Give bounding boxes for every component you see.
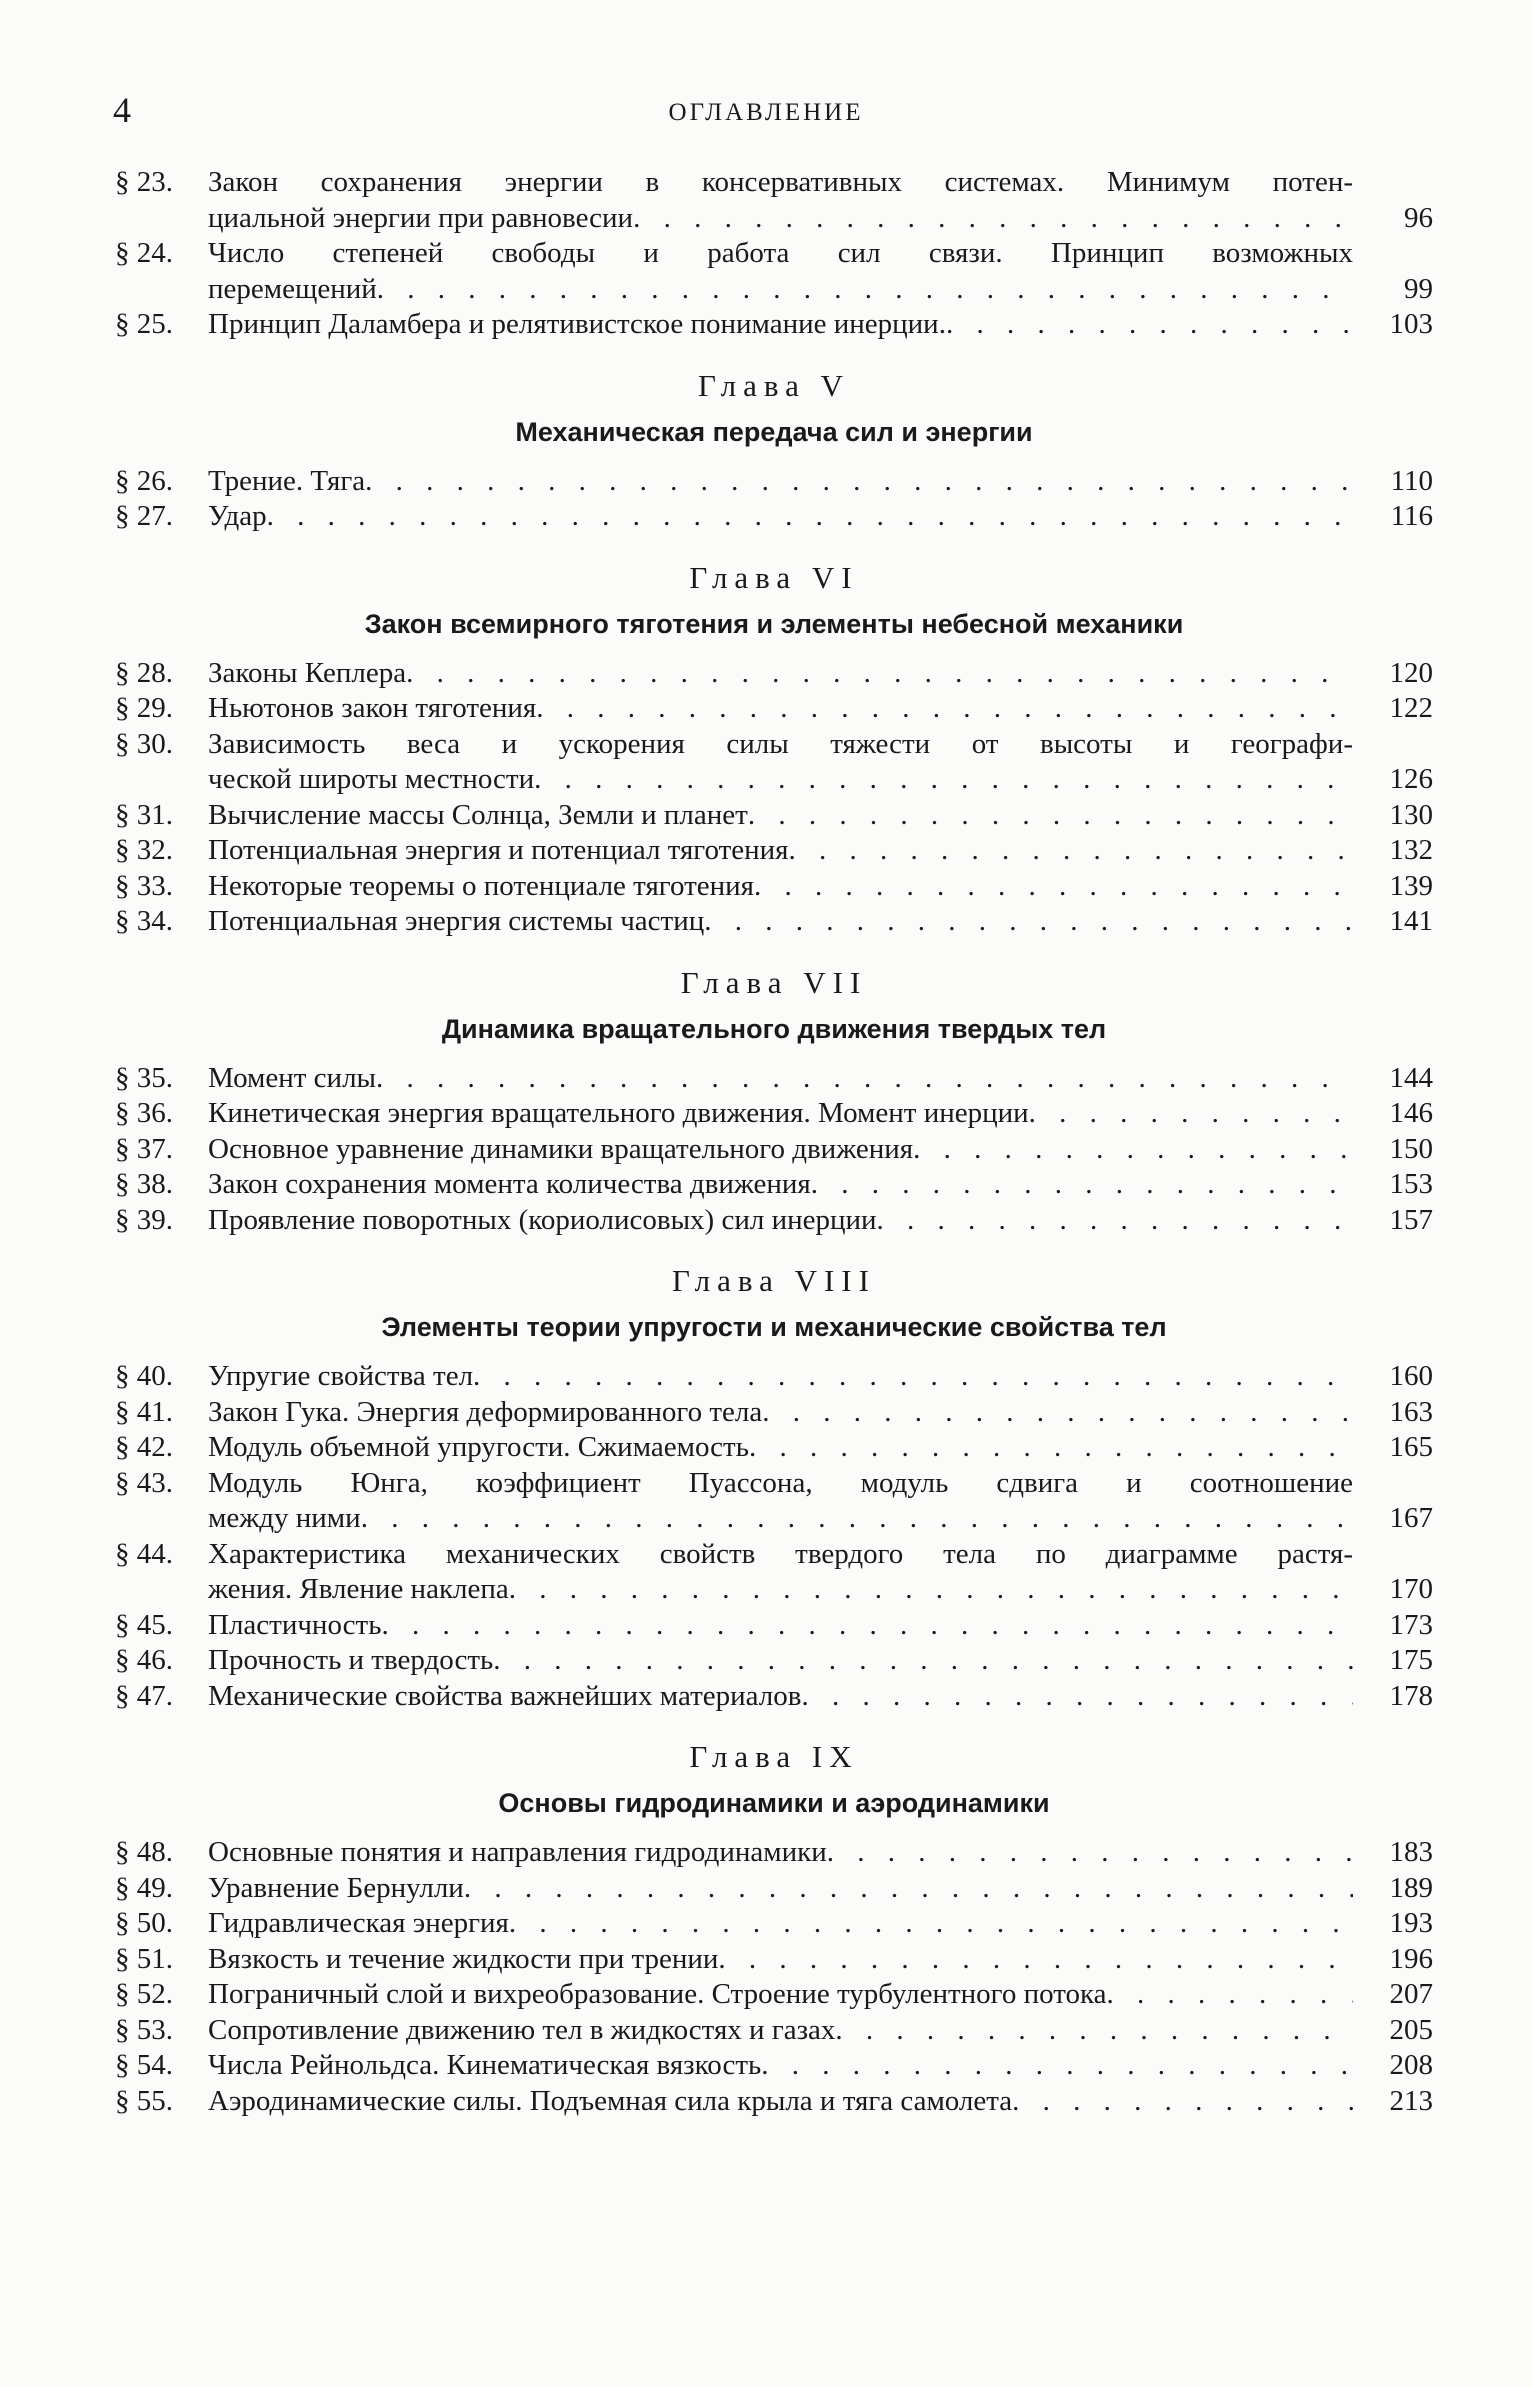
entry-title-text: Сопротивление движению тел в жидкостях и газах	[208, 2013, 836, 2046]
dot-leader	[877, 1203, 1353, 1239]
dot-leader	[365, 464, 1353, 500]
section-number: § 31.	[115, 798, 173, 831]
entry-title-last-line	[208, 1096, 1353, 1132]
section-number: § 33.	[115, 869, 173, 902]
toc-entry	[115, 869, 1433, 905]
entry-title-text: Трение. Тяга	[208, 464, 366, 497]
section-number: § 51.	[115, 1942, 173, 1975]
page-reference: 165	[1389, 1431, 1433, 1463]
entry-title-last-line	[208, 1608, 1353, 1644]
entry-title-last-line	[208, 1167, 1353, 1203]
entry-title-line: Характеристика механических свойств твердого тела по диаграмме растя-	[208, 1537, 1353, 1570]
section-number: § 45.	[115, 1608, 173, 1641]
toc-entry	[115, 165, 1433, 236]
entry-title-last-line	[208, 656, 1353, 692]
toc-entry	[115, 1359, 1433, 1395]
entry-title-last-line	[208, 798, 1353, 834]
section-number: § 41.	[115, 1395, 173, 1428]
section-number: § 55.	[115, 2084, 173, 2117]
dot-leader	[377, 272, 1353, 308]
entry-title-last-line	[208, 833, 1353, 869]
page-reference: 175	[1389, 1644, 1433, 1676]
section-number: § 35.	[115, 1061, 173, 1094]
entry-title	[208, 2048, 1353, 2084]
section-number: § 50.	[115, 1907, 173, 1939]
chapter-title: Закон всемирного тяготения и элементы небесной механики	[364, 608, 1184, 639]
entry-title-text: Пластичность	[208, 1608, 382, 1641]
dot-leader	[801, 1679, 1353, 1715]
page-reference: 103	[1389, 308, 1433, 340]
toc-entry	[115, 499, 1433, 535]
toc-entry	[115, 464, 1433, 500]
toc-entry	[115, 727, 1433, 798]
section-number: § 28.	[115, 656, 173, 689]
page-reference: 153	[1389, 1168, 1433, 1200]
section-number: § 39.	[115, 1203, 173, 1236]
section-number: § 46.	[115, 1644, 173, 1676]
entry-title-text: Основное уравнение динамики вращательного движения	[208, 1132, 914, 1165]
entry-title	[208, 656, 1353, 692]
entry-title-text: Момент силы	[208, 1061, 377, 1094]
entry-title-text: Некоторые теоремы о потенциале тяготения	[208, 869, 755, 902]
entry-title-last-line	[208, 691, 1353, 727]
entry-title-last-line	[208, 2084, 1353, 2120]
toc-entry	[115, 1096, 1433, 1132]
entry-title-text: Прочность и твердость	[208, 1644, 494, 1676]
section-number: § 48.	[115, 1836, 173, 1868]
section-number: § 53.	[115, 2013, 173, 2046]
entry-title	[208, 1906, 1353, 1942]
section-number: § 24.	[115, 237, 173, 269]
page-reference: 157	[1389, 1203, 1433, 1236]
entry-title-text: Аэродинамические силы. Подъемная сила крыла и тяга самолета	[208, 2084, 1013, 2117]
entry-title	[208, 1061, 1353, 1097]
page-reference: 96	[1404, 201, 1433, 234]
section-number: § 32.	[115, 834, 173, 866]
chapter-label: Глава IX	[689, 1739, 859, 1774]
entry-title-text: Гидравлическая энергия	[208, 1907, 509, 1939]
chapter-label: Глава VII	[680, 964, 868, 1000]
toc-entry	[115, 236, 1433, 307]
section-number: § 52.	[115, 1978, 173, 2010]
dot-leader	[762, 1395, 1353, 1431]
entry-title	[208, 691, 1353, 727]
page-reference: 173	[1389, 1608, 1433, 1641]
entry-title-text: Основные понятия и направления гидродинамики	[208, 1836, 827, 1868]
chapter-label: Глава VI	[689, 559, 859, 595]
entry-title-last-line	[208, 762, 1353, 798]
dot-leader	[789, 833, 1353, 869]
entry-title	[208, 1167, 1353, 1203]
dot-leader	[509, 1906, 1353, 1942]
dot-leader	[267, 499, 1353, 535]
toc-entry	[115, 1679, 1433, 1715]
entry-title-last-line	[208, 1835, 1353, 1871]
toc-entry	[115, 1430, 1433, 1466]
entry-title	[208, 1096, 1353, 1132]
entry-title-last-line	[208, 1572, 1353, 1608]
toc-entry	[115, 1395, 1433, 1431]
dot-leader	[381, 1608, 1353, 1644]
entry-title-text: Числа Рейнольдса. Кинематическая вязкость	[208, 2049, 762, 2081]
entry-title-last-line	[208, 1977, 1353, 2013]
entry-title-text: циальной энергии при равновесии	[208, 201, 634, 234]
page-reference: 146	[1389, 1097, 1433, 1129]
page-reference: 141	[1389, 905, 1433, 937]
page-reference: 163	[1389, 1395, 1433, 1428]
entry-title-text: перемещений	[208, 272, 377, 305]
toc-entry	[115, 904, 1433, 940]
entry-title-last-line	[208, 307, 1353, 343]
entry-title-text: Проявление поворотных (кориолисовых) сил инерции	[208, 1203, 877, 1236]
entry-title	[208, 1132, 1353, 1168]
entry-title	[208, 1679, 1353, 1715]
entry-title	[208, 1203, 1353, 1239]
page-reference: 213	[1389, 2084, 1433, 2117]
dot-leader	[633, 201, 1353, 237]
page-reference: 205	[1389, 2013, 1433, 2046]
page-reference: 208	[1389, 2049, 1433, 2081]
dot-leader	[704, 904, 1353, 940]
page-number: 4	[113, 90, 131, 130]
section-number: § 30.	[115, 727, 173, 760]
entry-title	[208, 165, 1353, 236]
entry-title-text: Потенциальная энергия и потенциал тяготения	[208, 834, 789, 866]
section-number: § 40.	[115, 1360, 173, 1392]
section-number: § 49.	[115, 1871, 173, 1904]
entry-title-text: Уравнение Бернулли	[208, 1871, 464, 1904]
page-reference: 167	[1389, 1502, 1433, 1534]
entry-title	[208, 1537, 1353, 1608]
entry-title	[208, 1430, 1353, 1466]
front-entries	[115, 165, 1433, 343]
chapter-title: Элементы теории упругости и механические свойства тел	[381, 1312, 1167, 1342]
entry-title-text: Пограничный слой и вихреобразование. Строение турбулентного потока	[208, 1978, 1107, 2010]
entry-title-last-line	[208, 1203, 1353, 1239]
toc-entry	[115, 798, 1433, 834]
entry-title-last-line	[208, 1942, 1353, 1978]
page-reference: 126	[1389, 763, 1433, 795]
entry-title-text: Закон сохранения момента количества движения	[208, 1168, 811, 1200]
page-reference: 193	[1389, 1907, 1433, 1939]
toc-entry	[115, 1537, 1433, 1608]
dot-leader	[761, 2048, 1353, 2084]
entry-title-text: Принцип Даламбера и релятивистское понимание инерции.	[208, 308, 946, 340]
entry-title	[208, 727, 1353, 798]
entry-title-last-line	[208, 1061, 1353, 1097]
entry-title	[208, 1942, 1353, 1978]
entry-title-last-line	[208, 201, 1353, 237]
entry-title	[208, 1835, 1353, 1871]
section-number: § 27.	[115, 500, 173, 532]
entry-title-text: Ньютонов закон тяготения	[208, 692, 537, 724]
page-reference: 207	[1389, 1978, 1433, 2010]
dot-leader	[811, 1167, 1353, 1203]
toc-entry	[115, 1061, 1433, 1097]
entry-title	[208, 307, 1353, 343]
entry-title-text: Законы Кеплера	[208, 656, 407, 689]
dot-leader	[376, 1061, 1353, 1097]
entry-title-text: Модуль объемной упругости. Сжимаемость	[208, 1431, 749, 1463]
dot-leader	[509, 1572, 1353, 1608]
chapter-section	[115, 963, 1433, 1239]
entry-title	[208, 869, 1353, 905]
toc-entry	[115, 1643, 1433, 1679]
section-number: § 43.	[115, 1466, 173, 1499]
page-reference: 110	[1390, 464, 1433, 497]
section-number: § 34.	[115, 905, 173, 937]
page-reference: 132	[1389, 834, 1433, 866]
entry-title-last-line	[208, 1132, 1353, 1168]
page-reference: 139	[1389, 869, 1433, 902]
dot-leader	[827, 1835, 1353, 1871]
entry-title-last-line	[208, 2013, 1353, 2049]
page-reference: 183	[1389, 1836, 1433, 1868]
entry-title	[208, 1977, 1353, 2013]
entry-title-last-line	[208, 1501, 1353, 1537]
dot-leader	[1012, 2084, 1353, 2120]
entry-title	[208, 1643, 1353, 1679]
dot-leader	[754, 869, 1353, 905]
dot-leader	[406, 656, 1353, 692]
toc-entry	[115, 2084, 1433, 2120]
entry-title-last-line	[208, 272, 1353, 308]
entry-title	[208, 1466, 1353, 1537]
entry-title-text: ческой широты местности	[208, 763, 535, 795]
dot-leader	[473, 1359, 1353, 1395]
toc-entry	[115, 1608, 1433, 1644]
toc-entry	[115, 1132, 1433, 1168]
section-number: § 44.	[115, 1537, 173, 1570]
dot-leader	[464, 1871, 1353, 1907]
toc-entry	[115, 2048, 1433, 2084]
entry-title-line: Зависимость веса и ускорения силы тяжести от высоты и географи-	[208, 727, 1353, 760]
section-number: § 37.	[115, 1132, 173, 1165]
entry-title-last-line	[208, 1871, 1353, 1907]
toc-entry	[115, 833, 1433, 869]
entry-title	[208, 1359, 1353, 1395]
entry-title-text: Вычисление массы Солнца, Земли и планет	[208, 798, 748, 831]
section-number: § 54.	[115, 2049, 173, 2081]
dot-leader	[749, 1430, 1353, 1466]
dot-leader	[1029, 1096, 1353, 1132]
page-reference: 144	[1389, 1061, 1433, 1094]
page-reference: 160	[1389, 1360, 1433, 1392]
dot-leader	[913, 1132, 1353, 1168]
toc-entry	[115, 1167, 1433, 1203]
toc-entry	[115, 1871, 1433, 1907]
toc-entry	[115, 1835, 1433, 1871]
dot-leader	[1107, 1977, 1353, 2013]
page-reference: 170	[1389, 1573, 1433, 1605]
page-reference: 120	[1389, 656, 1433, 689]
page-reference: 189	[1389, 1871, 1433, 1904]
entry-title-text: Кинетическая энергия вращательного движения. Момент инерции	[208, 1097, 1029, 1129]
entry-title	[208, 904, 1353, 940]
dot-leader	[748, 798, 1353, 834]
entry-title	[208, 499, 1353, 535]
section-number: § 47.	[115, 1679, 173, 1712]
chapter-label: Глава V	[698, 367, 850, 403]
chapter-title: Динамика вращательного движения твердых тел	[441, 1013, 1107, 1044]
entry-title	[208, 2084, 1353, 2120]
toc-entry	[115, 1466, 1433, 1537]
entry-title	[208, 798, 1353, 834]
page-reference: 196	[1389, 1942, 1433, 1975]
page-reference: 150	[1389, 1132, 1433, 1165]
dot-leader	[493, 1643, 1353, 1679]
page-reference: 116	[1390, 500, 1433, 532]
entry-title-last-line	[208, 1906, 1353, 1942]
entry-title-text: Удар	[208, 500, 267, 532]
toc-entry	[115, 691, 1433, 727]
entry-title	[208, 2013, 1353, 2049]
page-reference: 122	[1389, 692, 1433, 724]
section-number: § 29.	[115, 692, 173, 724]
section-number: § 23.	[115, 166, 173, 198]
entry-title-last-line	[208, 1679, 1353, 1715]
entry-title-text: между ними	[208, 1502, 361, 1534]
entry-title-last-line	[208, 464, 1353, 500]
dot-leader	[946, 307, 1353, 343]
section-number: § 36.	[115, 1097, 173, 1129]
dot-leader	[835, 2013, 1353, 2049]
entry-title-text: жения. Явление наклепа	[208, 1573, 509, 1605]
entry-title-last-line	[208, 869, 1353, 905]
page-reference: 178	[1389, 1679, 1433, 1712]
entry-title-line: Число степеней свободы и работа сил связи. Принцип возможных	[208, 237, 1353, 269]
dot-leader	[718, 1942, 1353, 1978]
running-title: ОГЛАВЛЕНИЕ	[668, 99, 864, 126]
page-reference: 130	[1389, 798, 1433, 831]
entry-title-last-line	[208, 1359, 1353, 1395]
chapter-section	[115, 366, 1433, 535]
toc-entry	[115, 307, 1433, 343]
section-number: § 26.	[115, 464, 173, 497]
entry-title-last-line	[208, 499, 1353, 535]
entry-title	[208, 464, 1353, 500]
section-number: § 42.	[115, 1431, 173, 1463]
entry-title-last-line	[208, 904, 1353, 940]
chapter-section	[115, 558, 1433, 940]
entry-title	[208, 1608, 1353, 1644]
entry-title	[208, 236, 1353, 307]
chapter-section	[115, 1737, 1433, 2119]
toc-entry	[115, 1203, 1433, 1239]
chapter-title: Механическая передача сил и энергии	[515, 416, 1033, 447]
section-number: § 38.	[115, 1168, 173, 1200]
dot-leader	[536, 691, 1353, 727]
entry-title-text: Потенциальная энергия системы частиц	[208, 905, 705, 937]
entry-title-text: Упругие свойства тел	[208, 1360, 474, 1392]
toc-entry	[115, 1906, 1433, 1942]
page-header	[0, 90, 1532, 130]
toc-entry	[115, 1977, 1433, 2013]
entry-title-line: Закон сохранения энергии в консервативных системах. Минимум потен-	[208, 166, 1353, 198]
section-number: § 25.	[115, 308, 173, 340]
entry-title-line: Модуль Юнга, коэффициент Пуассона, модуль сдвига и соотношение	[208, 1466, 1353, 1499]
entry-title	[208, 833, 1353, 869]
entry-title-text: Механические свойства важнейших материалов	[208, 1679, 802, 1712]
page-reference: 99	[1404, 272, 1433, 305]
chapter-title: Основы гидродинамики и аэродинамики	[498, 1788, 1050, 1818]
toc-entry	[115, 1942, 1433, 1978]
chapter-label: Глава VIII	[672, 1263, 876, 1298]
entry-title-last-line	[208, 2048, 1353, 2084]
entry-title-text: Вязкость и течение жидкости при трении	[208, 1942, 719, 1975]
entry-title-last-line	[208, 1430, 1353, 1466]
chapter-section	[115, 1261, 1433, 1714]
entry-title-text: Закон Гука. Энергия деформированного тела	[208, 1395, 763, 1428]
entry-title	[208, 1395, 1353, 1431]
toc-entry	[115, 656, 1433, 692]
dot-leader	[534, 762, 1353, 798]
dot-leader	[361, 1501, 1353, 1537]
entry-title	[208, 1871, 1353, 1907]
toc-entry	[115, 2013, 1433, 2049]
entry-title-last-line	[208, 1395, 1353, 1431]
entry-title-last-line	[208, 1643, 1353, 1679]
table-of-contents	[115, 165, 1433, 2119]
